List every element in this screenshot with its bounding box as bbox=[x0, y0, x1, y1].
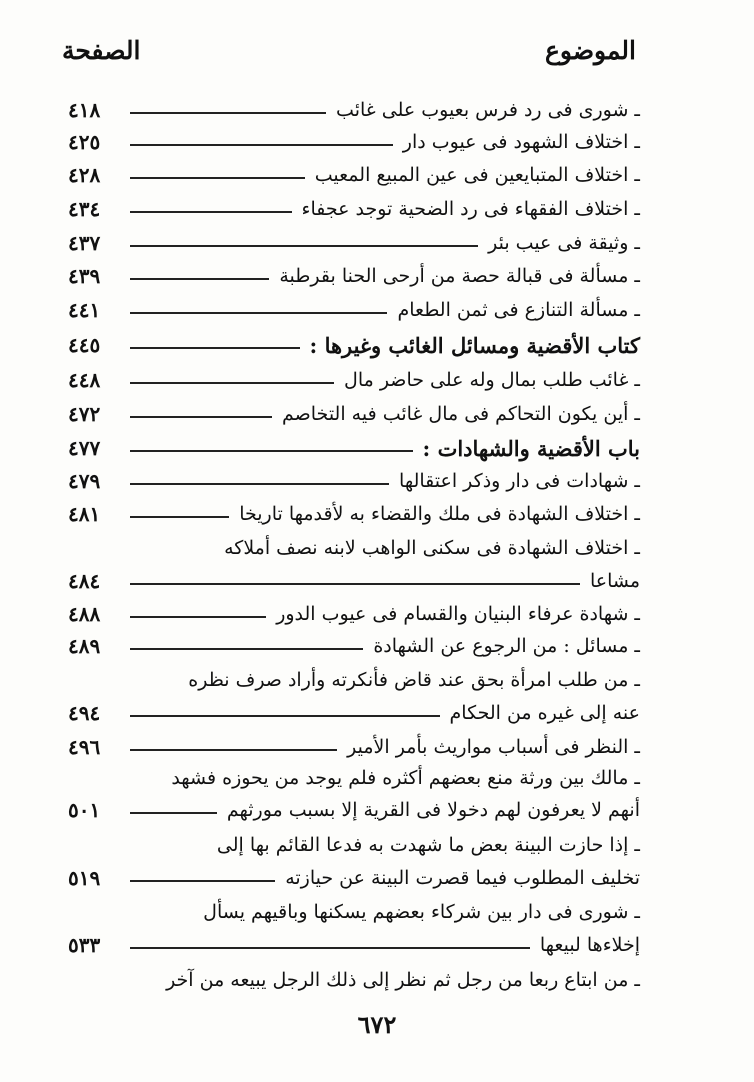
toc-entry-text: ـ شورى فى رد فرس بعيوب على غائب bbox=[336, 99, 640, 121]
leader-line bbox=[130, 516, 229, 518]
toc-entry-text: أنهم لا يعرفون لهم دخولا فى القرية إلا بسبب مورثهم bbox=[226, 799, 640, 821]
toc-entry-page: ٤٣٩ bbox=[68, 264, 101, 288]
leader-line bbox=[130, 245, 478, 247]
leader-line bbox=[130, 648, 363, 650]
toc-entry-text: مشاعا bbox=[589, 570, 640, 592]
toc-entry-text: باب الأقضية والشهادات : bbox=[422, 435, 640, 461]
leader-line bbox=[130, 112, 326, 114]
toc-entry-text: ـ مسألة فى قبالة حصة من أرحى الحنا بقرطبة bbox=[279, 265, 640, 287]
toc-entry bbox=[68, 398, 640, 430]
leader-line bbox=[130, 616, 266, 618]
toc-entry bbox=[68, 532, 640, 564]
toc-entry-text: ـ اختلاف الشهادة فى سكنى الواهب لابنه نصف أملاكه bbox=[224, 537, 640, 559]
toc-entry-page: ٥٣٣ bbox=[68, 933, 101, 957]
toc-entry-continuation bbox=[68, 794, 640, 826]
leader-line bbox=[130, 483, 389, 485]
toc-entry bbox=[68, 664, 640, 696]
leader-line bbox=[130, 416, 272, 418]
toc-entry-page: ٤٨١ bbox=[68, 502, 101, 526]
toc-entry-text: إخلاءها لبيعها bbox=[539, 934, 640, 956]
toc-entry-page: ٤٨٩ bbox=[68, 634, 101, 658]
toc-entry bbox=[68, 159, 640, 191]
toc-entry-text: ـ اختلاف الشهادة فى ملك والقضاء به لأقدمها تاريخا bbox=[239, 503, 640, 525]
leader-line bbox=[130, 947, 530, 949]
leader-line bbox=[130, 347, 300, 349]
toc-section-heading bbox=[68, 329, 640, 361]
leader-line bbox=[130, 715, 440, 717]
leader-line bbox=[130, 749, 337, 751]
toc-entry bbox=[68, 294, 640, 326]
toc-entry-text: ـ مسألة التنازع فى ثمن الطعام bbox=[397, 299, 640, 321]
toc-entry-text: ـ من طلب امرأة بحق عند قاض فأنكرته وأراد صرف نظره bbox=[188, 669, 640, 691]
toc-entry-text: ـ أين يكون التحاكم فى مال غائب فيه التخاصم bbox=[281, 403, 640, 425]
toc-entry bbox=[68, 465, 640, 497]
toc-entry-text: ـ إذا حازت البينة بعض ما شهدت به فدعا القائم بها إلى bbox=[216, 834, 640, 856]
subject-column-header: الموضوع bbox=[545, 36, 636, 65]
toc-entry-text: كتاب الأقضية ومسائل الغائب وغيرها : bbox=[309, 332, 640, 358]
toc-entry bbox=[68, 260, 640, 292]
toc-entry-text: ـ النظر فى أسباب مواريث بأمر الأمير bbox=[347, 736, 640, 758]
leader-line bbox=[130, 583, 580, 585]
toc-entry bbox=[68, 762, 640, 794]
toc-entry-text: ـ شهادة عرفاء البنيان والقسام فى عيوب الدور bbox=[276, 603, 640, 625]
toc-entry bbox=[68, 896, 640, 928]
toc-entry-page: ٤٧٩ bbox=[68, 469, 101, 493]
leader-line bbox=[130, 382, 334, 384]
toc-entry-page: ٤٣٧ bbox=[68, 231, 101, 255]
toc-entry-text: تخليف المطلوب فيما قصرت البينة عن حيازته bbox=[285, 867, 640, 889]
leader-line bbox=[130, 312, 387, 314]
toc-entry-page: ٤٢٨ bbox=[68, 163, 101, 187]
toc-entry-page: ٤٩٦ bbox=[68, 735, 101, 759]
toc-entry-continuation bbox=[68, 862, 640, 894]
leader-line bbox=[130, 177, 305, 179]
leader-line bbox=[130, 450, 413, 452]
toc-entry bbox=[68, 193, 640, 225]
toc-entry bbox=[68, 498, 640, 530]
toc-entry-page: ٤٩٤ bbox=[68, 701, 101, 725]
leader-line bbox=[130, 278, 269, 280]
toc-entry-page: ٤٤١ bbox=[68, 298, 101, 322]
toc-entry-text: ـ مالك بين ورثة منع بعضهم أكثره فلم يوجد من يحوزه فشهد bbox=[171, 767, 640, 789]
toc-entry-text: ـ من ابتاع ربعا من رجل ثم نظر إلى ذلك الرجل يبيعه من آخر bbox=[166, 969, 640, 991]
toc-entry-text: ـ وثيقة فى عيب بئر bbox=[488, 232, 640, 254]
leader-line bbox=[130, 812, 217, 814]
toc-entry-text: ـ شورى فى دار بين شركاء بعضهم يسكنها وباقيهم يسأل bbox=[203, 901, 640, 923]
leader-line bbox=[130, 144, 393, 146]
toc-entry bbox=[68, 731, 640, 763]
leader-line bbox=[130, 211, 292, 213]
toc-entry-continuation bbox=[68, 697, 640, 729]
leader-line bbox=[130, 880, 275, 882]
toc-entry bbox=[68, 964, 640, 996]
toc-entry-text: ـ اختلاف الشهود فى عيوب دار bbox=[402, 131, 640, 153]
toc-entry bbox=[68, 630, 640, 662]
toc-entry-page: ٤٤٨ bbox=[68, 368, 101, 392]
toc-entry-page: ٤٨٤ bbox=[68, 569, 101, 593]
toc-entry-text: ـ غائب طلب بمال وله على حاضر مال bbox=[344, 369, 640, 391]
toc-section-heading bbox=[68, 432, 640, 464]
toc-entry-page: ٤٨٨ bbox=[68, 602, 101, 626]
page-column-header: الصفحة bbox=[62, 36, 141, 65]
toc-entry-page: ٤١٨ bbox=[68, 98, 101, 122]
toc-entry-page: ٤٢٥ bbox=[68, 130, 101, 154]
toc-entry-text: ـ مسائل : من الرجوع عن الشهادة bbox=[373, 635, 640, 657]
toc-entry-page: ٥١٩ bbox=[68, 866, 101, 890]
toc-entry-page: ٤٣٤ bbox=[68, 197, 101, 221]
toc-entry-page: ٤٤٥ bbox=[68, 333, 101, 357]
page-number: ٦٧٢ bbox=[357, 1010, 397, 1039]
toc-entry bbox=[68, 94, 640, 126]
toc-entry-text: ـ شهادات فى دار وذكر اعتقالها bbox=[399, 470, 640, 492]
toc-entry-text: ـ اختلاف المتبايعين فى عين المبيع المعيب bbox=[314, 164, 640, 186]
toc-entry bbox=[68, 598, 640, 630]
toc-entry-text: عنه إلى غيره من الحكام bbox=[449, 702, 640, 724]
toc-entry-page: ٤٧٢ bbox=[68, 402, 101, 426]
toc-entry-page: ٥٠١ bbox=[68, 798, 101, 822]
toc-entry-text: ـ اختلاف الفقهاء فى رد الضحية توجد عجفاء bbox=[301, 198, 640, 220]
toc-entry bbox=[68, 364, 640, 396]
toc-entry-continuation bbox=[68, 929, 640, 961]
toc-entry-page: ٤٧٧ bbox=[68, 436, 101, 460]
toc-entry-continuation bbox=[68, 565, 640, 597]
toc-entry bbox=[68, 126, 640, 158]
toc-entry bbox=[68, 829, 640, 861]
toc-entry bbox=[68, 227, 640, 259]
